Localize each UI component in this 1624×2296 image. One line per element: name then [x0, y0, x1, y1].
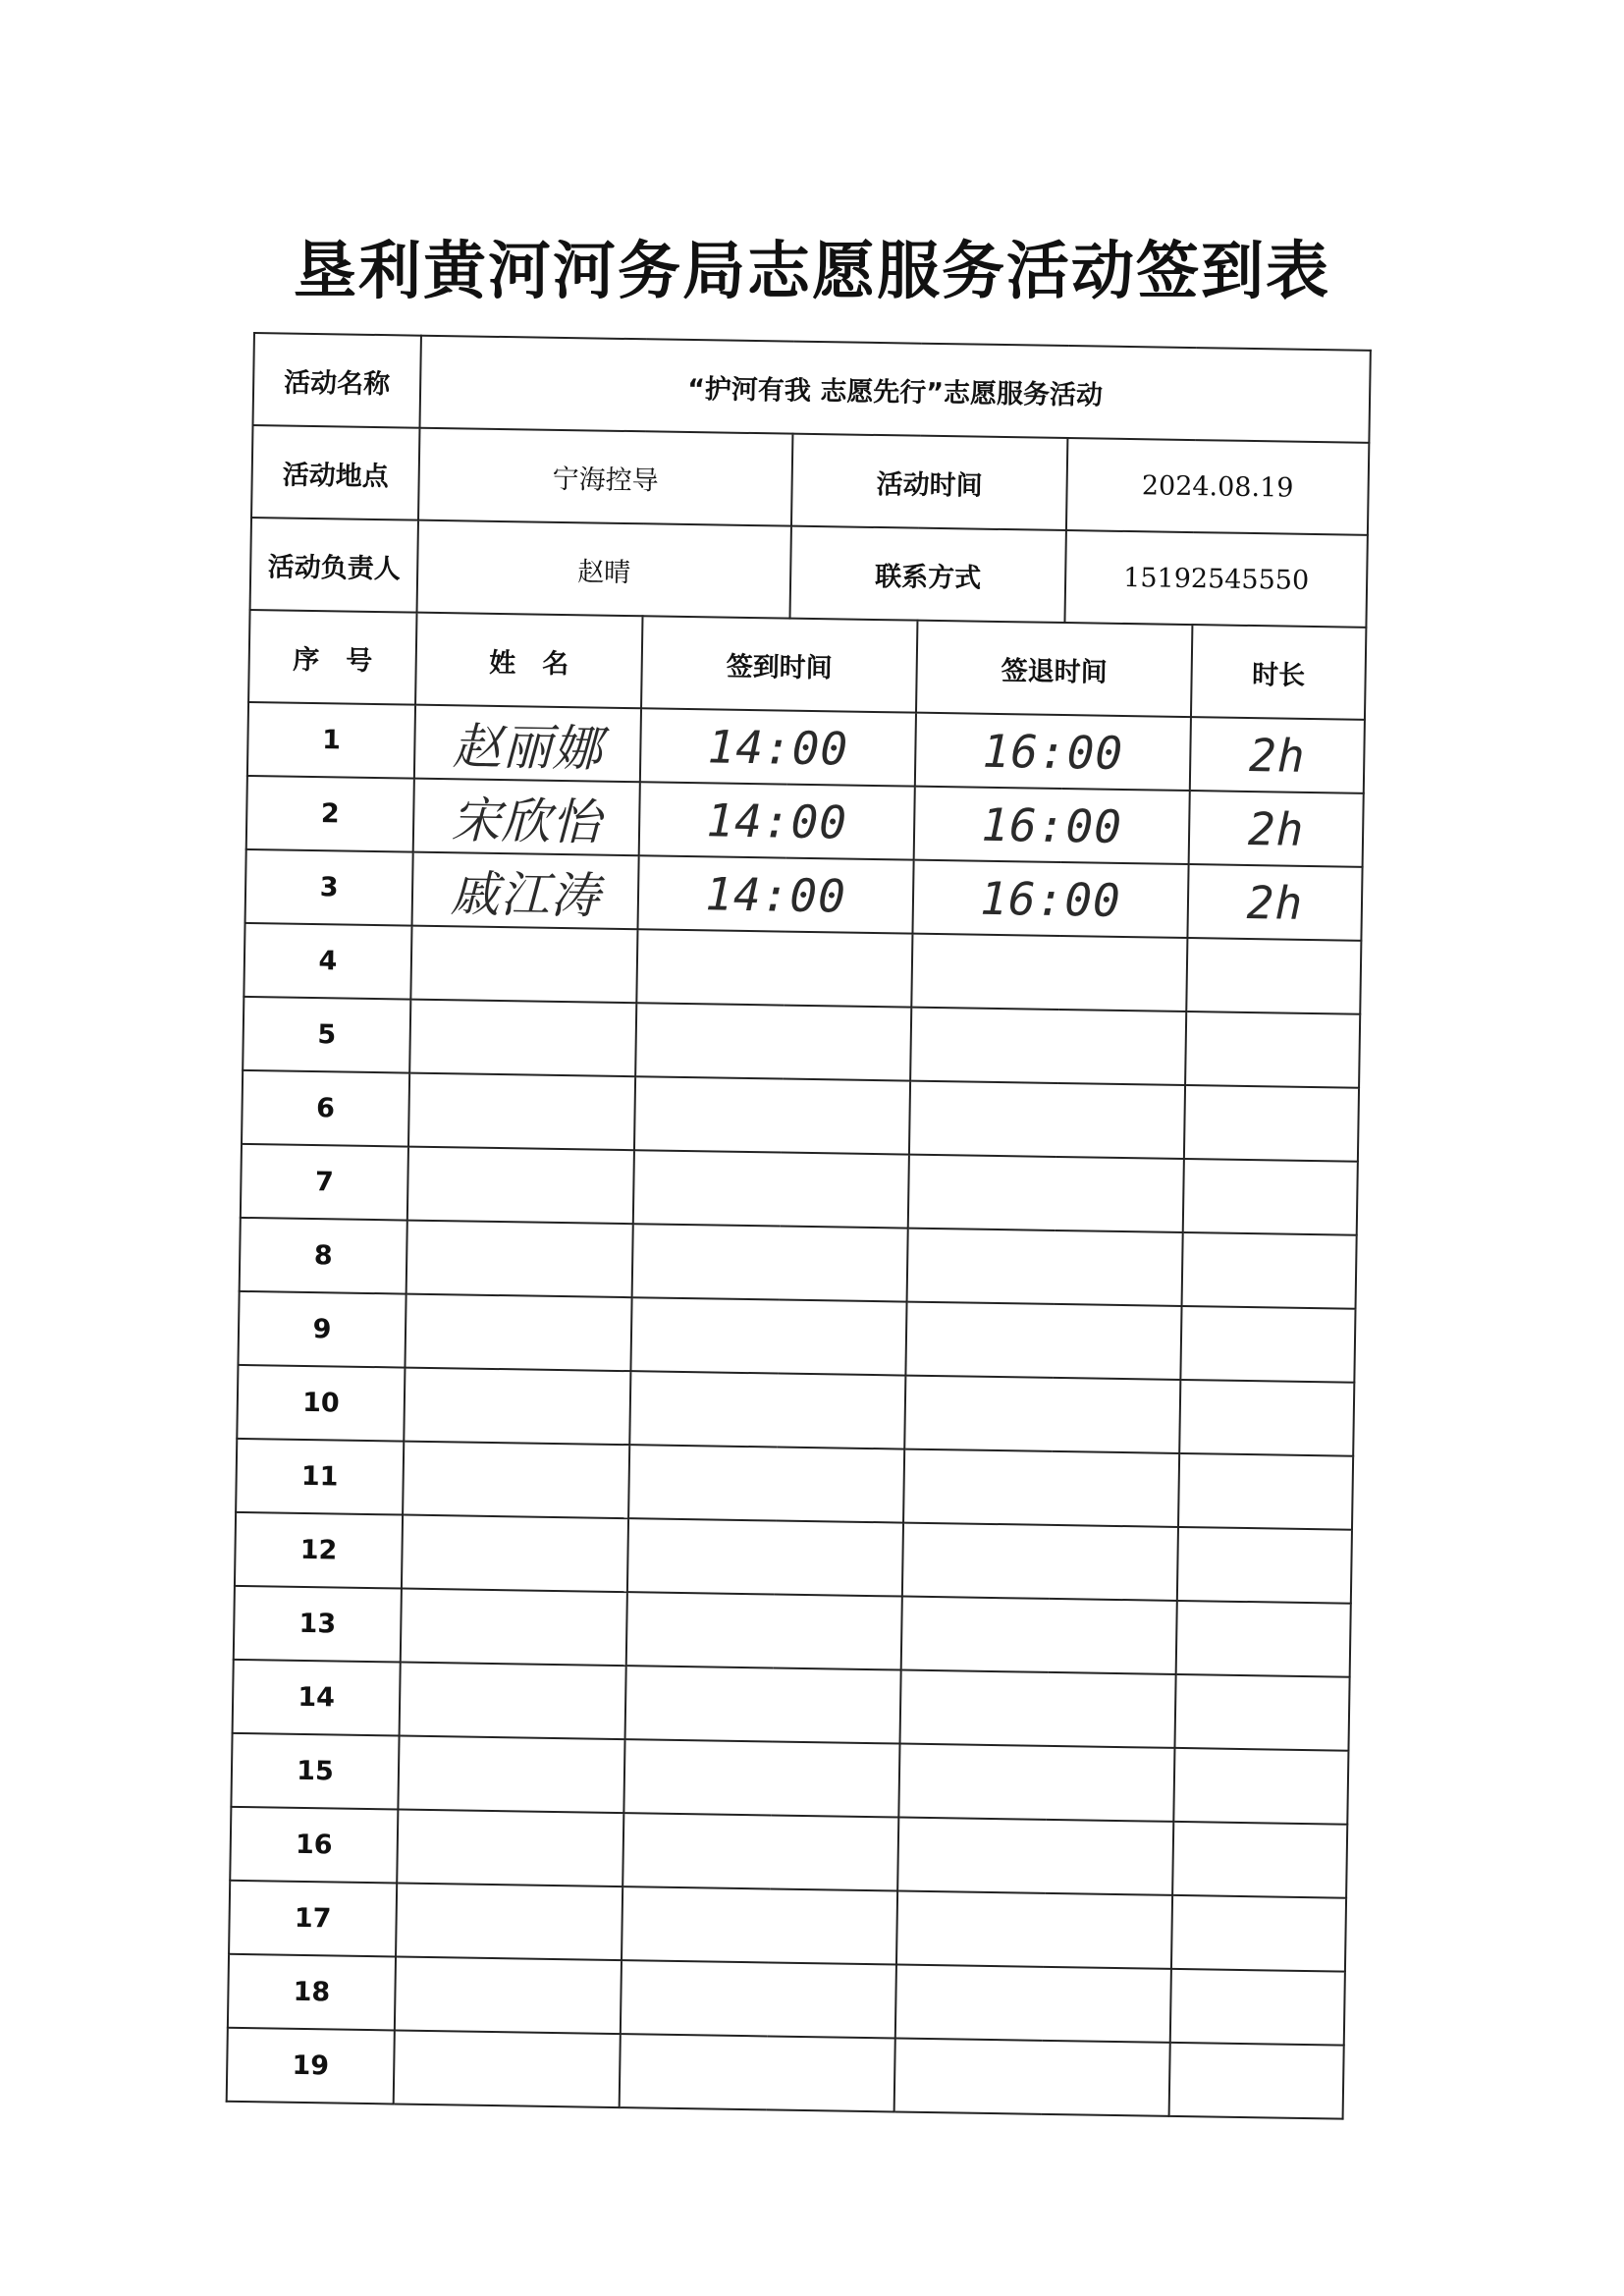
row-duration	[1178, 1453, 1353, 1530]
row-duration	[1172, 1822, 1347, 1898]
column-header-name: 姓 名	[415, 613, 642, 709]
row-sign-out-time	[897, 1818, 1173, 1895]
row-number: 4	[244, 923, 411, 1000]
row-sign-in-time	[635, 1003, 911, 1080]
row-sign-in-time	[622, 1886, 897, 1964]
activity-leader-value: 赵晴	[417, 520, 791, 619]
column-header-row	[248, 610, 1366, 720]
row-duration	[1183, 1159, 1358, 1235]
page-title: 垦利黄河河务局志愿服务活动签到表	[294, 236, 1330, 308]
row-name-signature	[397, 1810, 623, 1887]
column-header-sign-out-time: 签退时间	[916, 621, 1192, 717]
row-duration	[1182, 1232, 1357, 1309]
row-name-signature: 戚江涛	[412, 852, 639, 930]
row-duration	[1177, 1527, 1352, 1604]
row-sign-out-time	[902, 1523, 1178, 1601]
row-sign-in-time	[634, 1076, 910, 1154]
row-number: 2	[246, 776, 414, 852]
row-name-signature	[394, 2030, 621, 2107]
row-number: 10	[237, 1365, 405, 1442]
column-header-duration: 时长	[1191, 625, 1366, 720]
row-number: 17	[229, 1881, 397, 1957]
row-sign-in-time	[636, 929, 912, 1007]
row-sign-in-time: 14:00	[639, 782, 915, 859]
activity-leader-label: 活动负责人	[250, 518, 418, 613]
row-number: 11	[236, 1439, 404, 1515]
row-sign-out-time	[894, 2038, 1170, 2115]
row-duration	[1173, 1748, 1348, 1825]
row-number: 18	[228, 1954, 396, 2031]
row-name-signature	[395, 1956, 622, 2034]
row-duration	[1185, 1011, 1360, 1088]
row-sign-in-time	[630, 1297, 906, 1375]
row-sign-out-time	[895, 1964, 1171, 2042]
contact-value: 15192545550	[1064, 530, 1367, 628]
row-sign-in-time	[621, 1960, 896, 2038]
row-sign-in-time	[625, 1666, 901, 1743]
row-number: 3	[245, 849, 413, 926]
row-sign-out-time	[911, 934, 1187, 1011]
row-name-signature	[406, 1221, 633, 1298]
row-duration	[1176, 1601, 1351, 1677]
row-number: 12	[235, 1512, 403, 1589]
column-header-number: 序 号	[248, 610, 416, 705]
row-name-signature	[402, 1515, 628, 1593]
row-name-signature: 宋欣怡	[413, 779, 640, 856]
column-header-sign-in-time: 签到时间	[641, 616, 917, 712]
row-sign-in-time	[623, 1739, 899, 1817]
row-name-signature	[396, 1883, 623, 1960]
row-duration	[1186, 938, 1361, 1014]
row-sign-out-time	[898, 1744, 1174, 1822]
row-duration: 2h	[1190, 717, 1365, 793]
row-sign-out-time	[903, 1449, 1179, 1527]
row-sign-out-time: 16:00	[914, 787, 1190, 864]
row-sign-out-time	[904, 1376, 1180, 1453]
row-sign-out-time	[901, 1597, 1177, 1674]
row-name-signature	[400, 1663, 626, 1740]
contact-label: 联系方式	[789, 526, 1065, 623]
row-name-signature	[409, 1000, 636, 1077]
row-sign-out-time	[900, 1670, 1176, 1748]
row-duration: 2h	[1187, 864, 1362, 941]
row-sign-in-time	[626, 1592, 902, 1669]
row-sign-out-time	[907, 1229, 1183, 1306]
row-number: 15	[231, 1733, 399, 1810]
row-name-signature: 赵丽娜	[414, 705, 641, 783]
row-sign-in-time	[620, 2034, 895, 2111]
row-sign-out-time	[896, 1891, 1172, 1969]
row-duration	[1180, 1306, 1355, 1383]
row-number: 16	[230, 1807, 398, 1884]
activity-location-row	[251, 425, 1369, 535]
row-sign-in-time	[633, 1150, 909, 1228]
row-name-signature	[410, 926, 637, 1004]
attendance-rows	[227, 702, 1365, 2119]
row-sign-in-time	[629, 1371, 905, 1449]
activity-name-row	[253, 333, 1371, 443]
row-duration	[1169, 2043, 1344, 2119]
row-number: 13	[234, 1586, 402, 1663]
row-duration	[1179, 1380, 1354, 1456]
row-number: 6	[242, 1070, 409, 1147]
row-duration: 2h	[1189, 791, 1364, 867]
row-sign-out-time	[905, 1302, 1181, 1380]
activity-location-label: 活动地点	[251, 425, 419, 520]
row-number: 1	[247, 702, 415, 779]
row-sign-in-time	[628, 1445, 904, 1522]
row-number: 8	[240, 1218, 407, 1294]
row-number: 9	[238, 1291, 406, 1368]
activity-name-label: 活动名称	[253, 333, 421, 428]
row-duration	[1184, 1085, 1359, 1162]
row-name-signature	[405, 1294, 631, 1372]
sign-in-table	[226, 332, 1372, 2120]
row-number: 5	[243, 997, 410, 1073]
activity-name-value: “护河有我 志愿先行”志愿服务活动	[419, 336, 1370, 443]
sign-in-sheet	[226, 332, 1370, 2120]
row-name-signature	[408, 1073, 635, 1151]
row-name-signature	[401, 1589, 627, 1667]
activity-leader-row	[250, 518, 1368, 628]
row-number: 14	[233, 1660, 401, 1736]
row-sign-in-time: 14:00	[640, 708, 916, 786]
row-name-signature	[407, 1147, 634, 1225]
activity-location-value: 宁海控导	[418, 428, 792, 526]
row-sign-out-time	[908, 1155, 1184, 1232]
row-name-signature	[403, 1442, 629, 1519]
row-sign-in-time: 14:00	[637, 855, 913, 933]
row-duration	[1174, 1674, 1349, 1751]
row-name-signature	[398, 1736, 624, 1814]
row-name-signature	[404, 1368, 630, 1446]
row-sign-in-time	[623, 1813, 898, 1890]
row-number: 7	[241, 1144, 408, 1221]
activity-time-value: 2024.08.19	[1066, 438, 1369, 535]
activity-time-label: 活动时间	[791, 434, 1067, 530]
row-sign-out-time: 16:00	[912, 860, 1188, 938]
row-sign-in-time	[627, 1518, 903, 1596]
row-number: 19	[227, 2028, 395, 2105]
row-duration	[1170, 1969, 1345, 2046]
row-sign-out-time	[910, 1008, 1186, 1085]
row-duration	[1171, 1895, 1346, 1972]
row-sign-out-time	[909, 1081, 1185, 1159]
row-sign-out-time: 16:00	[915, 713, 1191, 791]
row-sign-in-time	[632, 1224, 908, 1301]
